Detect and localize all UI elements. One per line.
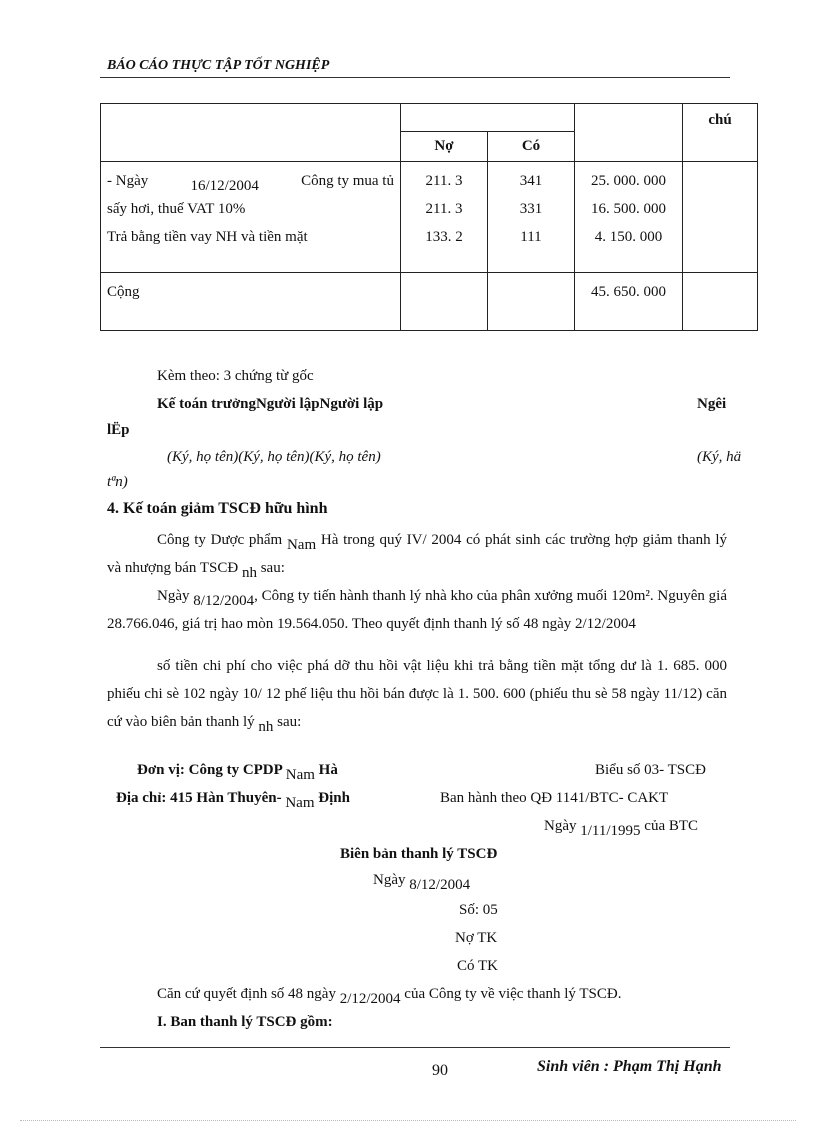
amount-value: 16. 500. 000	[591, 201, 666, 217]
form-title: Biên bản thanh lý TSCĐ	[340, 846, 498, 862]
section-title: 4. Kế toán giảm TSCĐ hữu hình	[107, 500, 328, 517]
p2-text: 2/12/2004	[575, 616, 636, 632]
p1-text: sau:	[260, 560, 285, 576]
form-serial: Số: 05	[459, 902, 498, 918]
page-bottom-border	[20, 1120, 796, 1121]
note-cell	[683, 162, 758, 273]
p1-text: thanh lý và nhượng bán TSCĐ	[107, 532, 728, 576]
table-header-note	[683, 104, 758, 162]
desc-suffix: Công ty mua tủ	[301, 173, 394, 189]
student-name: Sinh viên : Phạm Thị Hạnh	[537, 1058, 722, 1075]
signature-role-wrap: lËp	[107, 422, 130, 438]
desc-date: 16/12/2004	[190, 178, 259, 194]
unit-label: Đơn vị: Công ty CPDP	[137, 762, 282, 778]
row-description	[101, 162, 401, 273]
credit-value: 331	[519, 201, 543, 217]
issuance-basis: Ban hành theo QĐ 1141/BTC- CAKT	[440, 790, 669, 806]
total-debit-cell	[401, 273, 488, 331]
signature-roles: Kế toán trưởngNgười lậpNgười lập	[157, 396, 384, 412]
table-header-amount	[575, 104, 683, 162]
form-address	[116, 790, 350, 811]
issuance-date	[544, 818, 699, 839]
form-date-label: Ngày	[373, 872, 406, 888]
p3-text: sè 58 ngày 11/12) căn cứ vào biên bản thanh lý	[107, 686, 727, 730]
issuance-date-suffix: của BTC	[644, 818, 699, 834]
basis-text: Căn cứ quyết định số 48 ngày	[157, 986, 336, 1002]
table-header-blank	[101, 104, 401, 162]
paragraph-1	[107, 526, 727, 582]
p1-text: Công ty Dược phẩm	[157, 532, 283, 548]
basis-text: của Công ty về việc thanh lý TSCĐ.	[404, 986, 622, 1002]
address-nam: Nam	[285, 795, 315, 811]
board-heading: I. Ban thanh lý TSCĐ gồm:	[157, 1014, 333, 1030]
p3-text: sau:	[277, 714, 302, 730]
issuance-date-value: 1/11/1995	[580, 823, 641, 839]
signature-role-right: Ngêi	[697, 396, 727, 412]
table-header-account	[401, 104, 575, 132]
basis-date: 2/12/2004	[339, 991, 401, 1007]
footer-rule	[100, 1047, 730, 1048]
debit-cell	[401, 162, 488, 273]
form-number: Biểu số 03- TSCĐ	[595, 762, 706, 778]
p2-text: Nguyên giá 28.766.046, giá trị hao mòn 19.564.050. Theo quyết định thanh lý số 48 ngày	[107, 588, 728, 632]
report-header: BÁO CÁO THỰC TẬP TỐT NGHIỆP	[107, 58, 330, 73]
paragraph-2	[107, 582, 727, 638]
amount-cell	[575, 162, 683, 273]
paragraph-3	[107, 652, 727, 736]
desc-line-3: Trả bằng tiền vay NH và tiền mặt	[107, 229, 308, 245]
total-note-cell	[683, 273, 758, 331]
signature-lines: (Ký, họ tên)(Ký, họ tên)(Ký, họ tên)	[167, 449, 381, 465]
total-label: Cộng	[101, 273, 401, 331]
unit-suffix: Hà	[318, 762, 338, 778]
p2-text: , Công ty tiến hành thanh lý nhà kho của phân xưởng muối 120m².	[254, 588, 654, 604]
total-credit-cell	[488, 273, 575, 331]
form-date	[373, 872, 471, 893]
credit-value: 341	[519, 173, 543, 189]
total-amount: 45. 650. 000	[575, 273, 683, 331]
issuance-date-label: Ngày	[544, 818, 577, 834]
attachment-note: Kèm theo: 3 chứng từ gốc	[157, 368, 314, 384]
signature-line-wrap: tªn)	[107, 474, 128, 490]
address-label: Địa chỉ: 415 Hàn Thuyên-	[116, 790, 282, 806]
p1-nam: Nam	[286, 537, 317, 553]
credit-value: 111	[520, 229, 542, 245]
signature-line-right: (Ký, hä	[697, 449, 742, 465]
credit-account: Có TK	[457, 958, 498, 974]
p1-nh: nh	[241, 565, 257, 581]
unit-nam: Nam	[285, 767, 315, 783]
form-date-value: 8/12/2004	[409, 877, 471, 893]
credit-cell	[488, 162, 575, 273]
debit-value: 211. 3	[425, 201, 463, 217]
p2-date: 8/12/2004	[193, 593, 255, 609]
p1-text: Hà trong quý IV/ 2004 có phát sinh các trường hợp giảm	[320, 532, 673, 548]
form-unit	[137, 762, 338, 783]
debit-value: 133. 2	[425, 229, 463, 245]
debit-value: 211. 3	[425, 173, 463, 189]
desc-line-2: sấy hơi, thuế VAT 10%	[107, 201, 246, 217]
header-rule	[100, 77, 730, 78]
address-suffix: Định	[318, 790, 350, 806]
amount-value: 25. 000. 000	[591, 173, 666, 189]
p3-text: số tiền chi phí cho việc phá dỡ thu hồi vật liệu khi trả bằng tiền mặt tổng dư là 1.	[157, 658, 669, 674]
page-number: 90	[432, 1062, 448, 1079]
basis-line	[157, 986, 622, 1007]
p2-text: Ngày	[157, 588, 190, 604]
debit-header: Nợ	[401, 132, 488, 162]
debit-account: Nợ TK	[455, 930, 498, 946]
credit-header: Có	[488, 132, 575, 162]
p3-nh: nh	[258, 719, 274, 735]
ledger-table	[100, 103, 758, 331]
desc-prefix: - Ngày	[107, 173, 149, 189]
amount-value: 4. 150. 000	[594, 229, 663, 245]
note-header-label: chú	[708, 112, 732, 128]
p3-text: 685. 000 phiếu chi sè 102 ngày 10/ 12 phế liệu thu hồi bán được là 1. 500. 600 (phiếu thu	[107, 658, 728, 702]
